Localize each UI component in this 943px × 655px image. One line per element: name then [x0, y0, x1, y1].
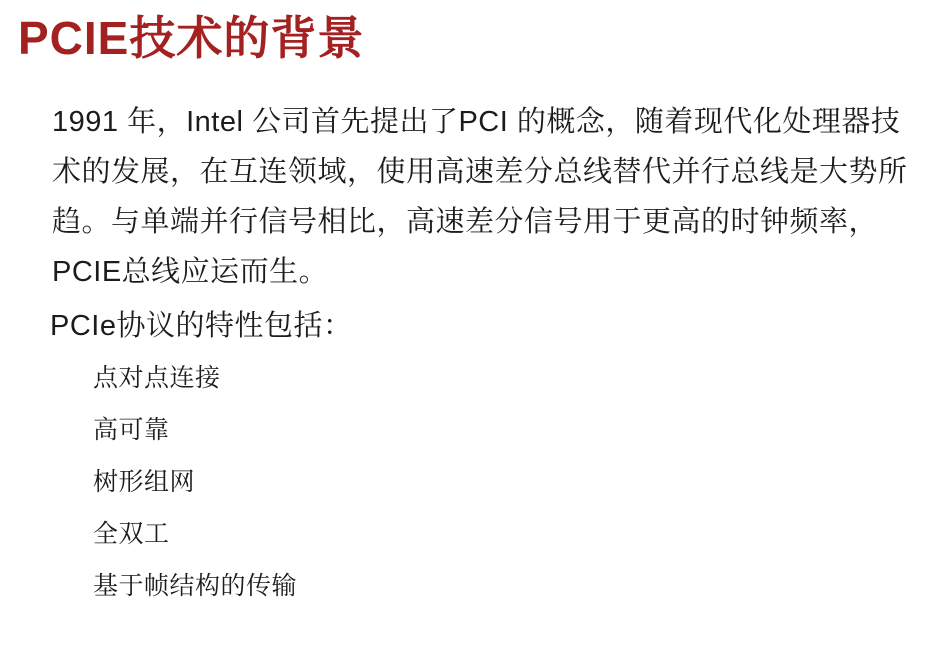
body-paragraph-line: PCIE总线应运而生。: [52, 256, 329, 288]
feature-list-item: 高可靠: [93, 416, 170, 444]
features-intro: PCIe协议的特性包括：: [50, 310, 353, 342]
feature-list-item: 全双工: [93, 520, 170, 548]
feature-list-item: 点对点连接: [93, 364, 221, 392]
feature-list: [93, 352, 297, 612]
body-paragraph: [52, 97, 922, 297]
body-paragraph-line: 术的发展，在互连领域，使用高速差分总线替代并行总线是大势所: [52, 156, 908, 188]
feature-list-item: 基于帧结构的传输: [93, 572, 298, 600]
body-paragraph-line: 1991 年，Intel 公司首先提出了PCI 的概念，随着现代化处理器技: [52, 106, 901, 138]
feature-list-item: 树形组网: [93, 468, 196, 496]
slide-title: PCIE技术的背景: [18, 12, 365, 64]
body-paragraph-line: 趋。与单端并行信号相比，高速差分信号用于更高的时钟频率，: [52, 206, 879, 238]
